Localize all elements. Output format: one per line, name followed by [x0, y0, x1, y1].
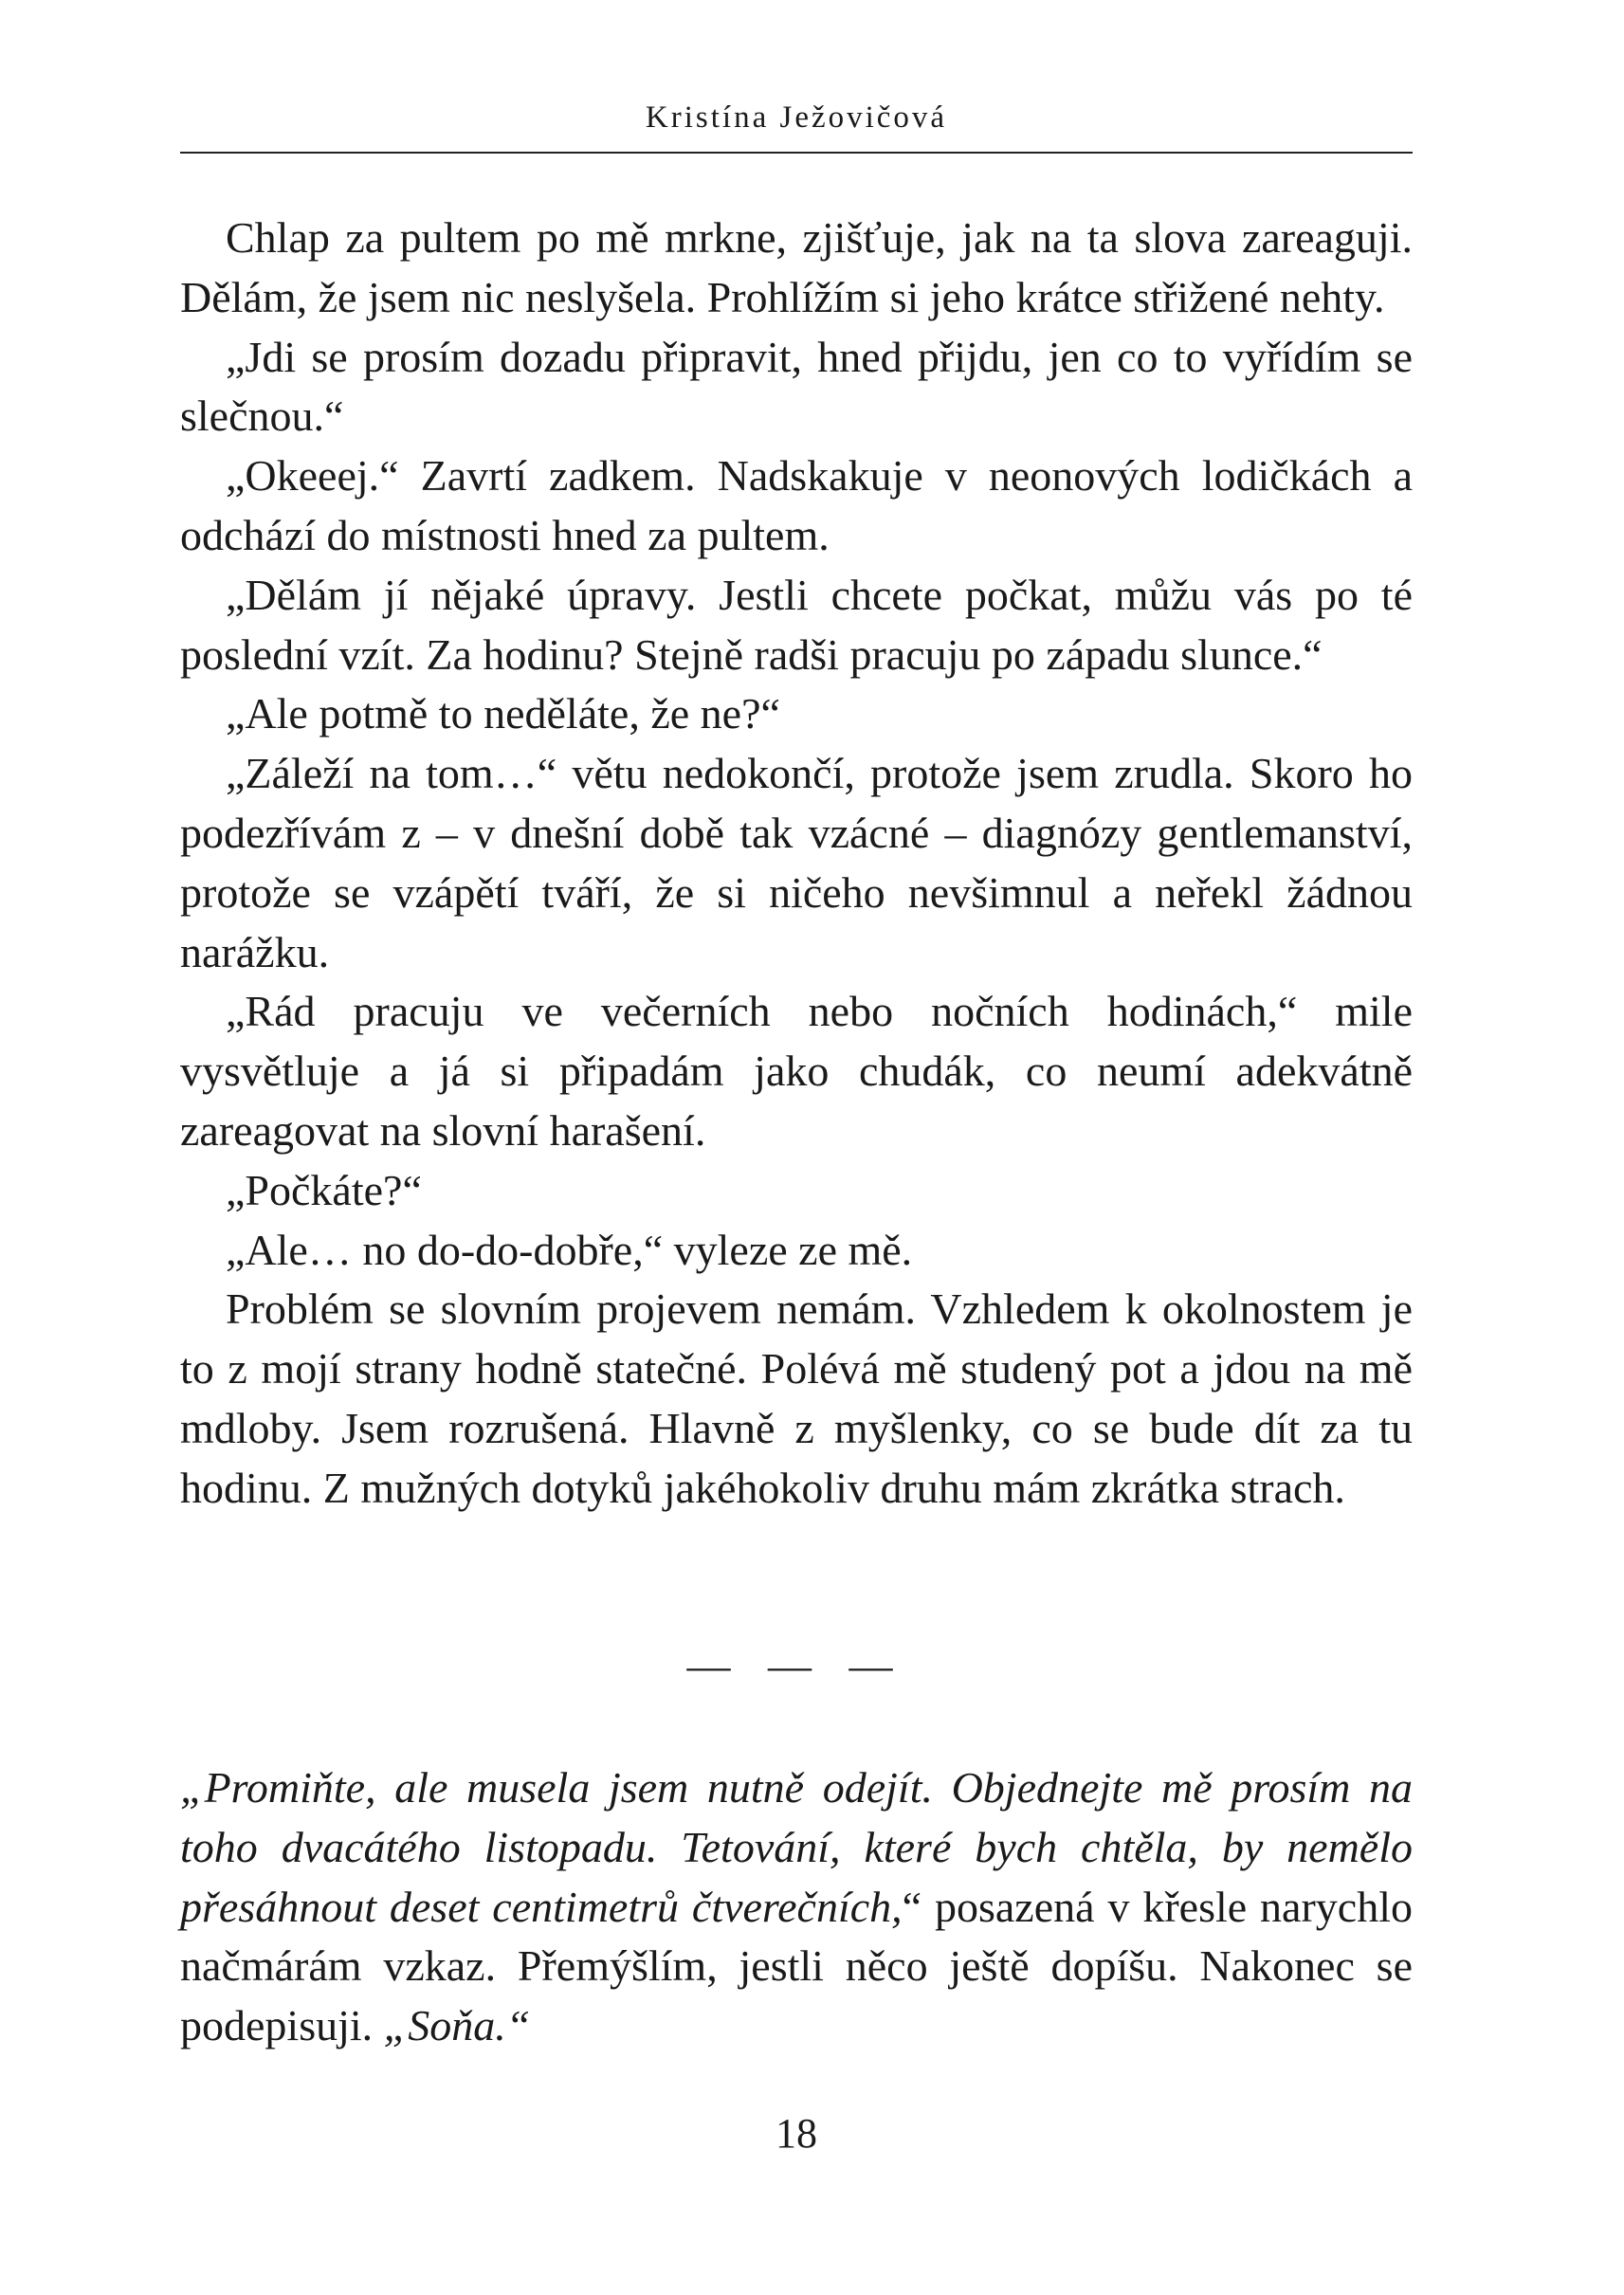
signature: „Soňa.“	[383, 2001, 531, 2050]
page-number: 18	[776, 2110, 817, 2157]
running-title: Kristína Ježovičová	[645, 100, 948, 135]
paragraph: „Ale… no do-do-dobře,“ vyleze ze mě.	[226, 1225, 913, 1274]
italic-note: „Promiňte, ale musela jsem nutně odejít. Objednejte mě prosím na toho dvacátého listopadu. Tetování, které bych chtěla, by nemělo přesáhnout deset centimetrů čtverečních,	[180, 1763, 1413, 1931]
closing-paragraph	[180, 1758, 1413, 2056]
paragraph: „Ale potmě to neděláte, že ne?“	[226, 689, 780, 738]
paragraph: „Okeeej.“ Zavrtí zadkem. Nadskakuje v neonových lodičkách a odchází do místnosti hned za pultem.	[180, 451, 1413, 559]
paragraph: Problém se slovním projevem nemám. Vzhledem k okolnostem je to z mojí strany hodně statečné. Polévá mě studený pot a jdou na mě mdloby. Jsem rozrušená. Hlavně z myšlenky, co se bude dít za tu hodinu. Z mužných dotyků jakéhokoliv druhu mám zkrátka strach.	[180, 1284, 1413, 1512]
paragraph: „Rád pracuju ve večerních nebo nočních hodinách,“ mile vysvětluje a já si připadám jako chudák, co neumí adekvátně zareagovat na slovní harašení.	[180, 987, 1413, 1155]
running-header	[180, 95, 1413, 154]
main-text	[180, 209, 1413, 1519]
paragraph: „Počkáte?“	[226, 1165, 422, 1214]
section-break: — — —	[686, 1641, 906, 1689]
narration: “ posazená v křesle narychlo načmárám vzkaz. Přemýšlím, jestli něco ještě dopíšu. Nakonec se podepisuji.	[180, 1882, 1413, 2050]
paragraph: „Jdi se prosím dozadu připravit, hned přijdu, jen co to vyřídím se slečnou.“	[180, 332, 1413, 441]
paragraph: „Dělám jí nějaké úpravy. Jestli chcete počkat, můžu vás po té poslední vzít. Za hodinu? Stejně radši pracuju po západu slunce.“	[180, 570, 1413, 679]
closing-text	[180, 1758, 1413, 2056]
paragraph: „Záleží na tom…“ větu nedokončí, protože jsem zrudla. Skoro ho podezřívám z – v dnešní době tak vzácné – diagnózy gentlemanství, protože se vzápětí tváří, že si ničeho nevšimnul a neřekl žádnou narážku.	[180, 749, 1413, 976]
paragraph: Chlap za pultem po mě mrkne, zjišťuje, jak na ta slova zareaguji. Dělám, že jsem nic neslyšela. Prohlížím si jeho krátce střižené nehty.	[180, 213, 1413, 321]
